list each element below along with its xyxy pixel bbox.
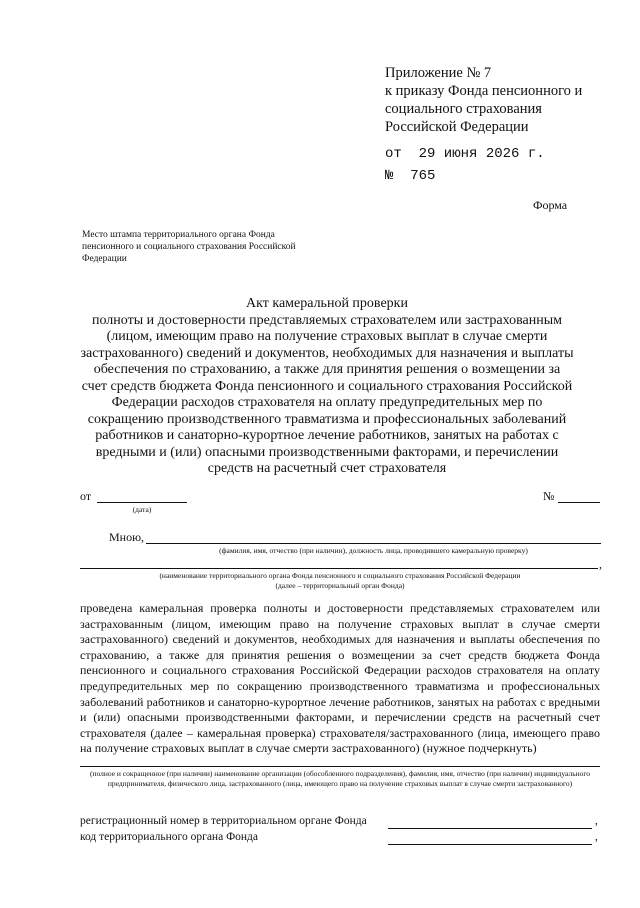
appendix-line: к приказу Фонда пенсионного и — [385, 83, 583, 99]
org-end-mark: , — [599, 557, 602, 571]
appendix-line: Приложение № 7 — [385, 65, 492, 81]
order-date: от 29 июня 2026 г. — [385, 146, 545, 162]
org-caption — [80, 571, 600, 591]
inspector-field[interactable] — [146, 543, 601, 544]
order-number: № 765 — [385, 168, 436, 184]
insured-field[interactable] — [80, 766, 600, 767]
appendix-line: социального страхования — [385, 101, 542, 117]
date-prefix: от — [80, 489, 92, 503]
reg-number-end-mark: , — [595, 815, 598, 827]
date-field[interactable] — [97, 502, 187, 503]
inspector-caption: (фамилия, имя, отчество (при наличии), должность лица, проводившего камеральную проверку) — [219, 546, 528, 555]
org-caption-line: (наименование территориального органа Фонда пенсионного и социального страхования Российской Федерации — [159, 571, 521, 580]
org-field[interactable] — [80, 568, 598, 569]
title-heading: Акт камеральной проверки — [246, 296, 408, 311]
insured-caption: (полное и сокращенное (при наличии) наименование организации (обособленного подразделения), фамилия, имя, отчество (при наличии) индивидуального предпринимателя, физического лица, застрахованного (лица, имеющего право на получение страховых выплат в случае смерти застрахованного) — [89, 769, 591, 788]
org-code-end-mark: , — [595, 831, 598, 843]
number-field[interactable] — [558, 502, 600, 503]
org-code-field[interactable] — [388, 844, 592, 845]
stamp-placeholder: Место штампа территориального органа Фонда пенсионного и социального страхования Российской Федерации — [82, 230, 296, 264]
date-caption: (дата) — [132, 505, 152, 514]
number-prefix: № — [543, 489, 555, 503]
org-code-label: код территориального органа Фонда — [80, 831, 259, 843]
appendix-header — [385, 64, 625, 136]
reg-number-field[interactable] — [388, 828, 592, 829]
inspector-prefix: Мною, — [109, 530, 145, 544]
title-subtitle: полноты и достоверности представляемых страхователем или застрахованным (лицом, имеющим право на получение страховых выплат в случае смерти застрахованного) сведений и документов, необходимых для назначения и выплаты обеспечения по страхованию, а также для принятия решения о возмещении за счет средств бюджета Фонда пенсионного и социального страхования Российской Федерации расходов страхователя на оплату предупредительных мер по сокращению производственного травматизма и профессиональных заболеваний работников и санаторно-курортное лечение работников, занятых на работах с вредными и (или) опасными производственными факторами, и перечислении средств на расчетный счет страхователя — [80, 312, 574, 476]
document-title — [80, 296, 574, 478]
reg-number-label: регистрационный номер в территориальном органе Фонда — [80, 815, 367, 827]
org-caption-line: (далее – территориальный орган Фонда) — [275, 581, 405, 590]
form-label: Форма — [533, 198, 568, 212]
appendix-line: Российской Федерации — [385, 119, 529, 135]
body-paragraph: проведена камеральная проверка полноты и достоверности представляемых страхователем или застрахованным (лицом, имеющим право на получение страховых выплат в случае смерти застрахованного) сведений и документов, необходимых для назначения и выплаты обеспечения по страхованию, а также для принятия решения о возмещении за счет средств бюджета Фонда пенсионного и социального страхования Российской Федерации расходов страхователя на оплату предупредительных мер по сокращению производственного травматизма и профессиональных заболеваний работников и санаторно-курортное лечение работников, занятых на работах с вредными и (или) опасными производственными факторами, и перечислении средств на расчетный счет страхователя (далее – камеральная проверка) страхователя/застрахованного (лица, имеющего право на получение страховых выплат в случае смерти застрахованного) (нужное подчеркнуть) — [80, 601, 600, 756]
